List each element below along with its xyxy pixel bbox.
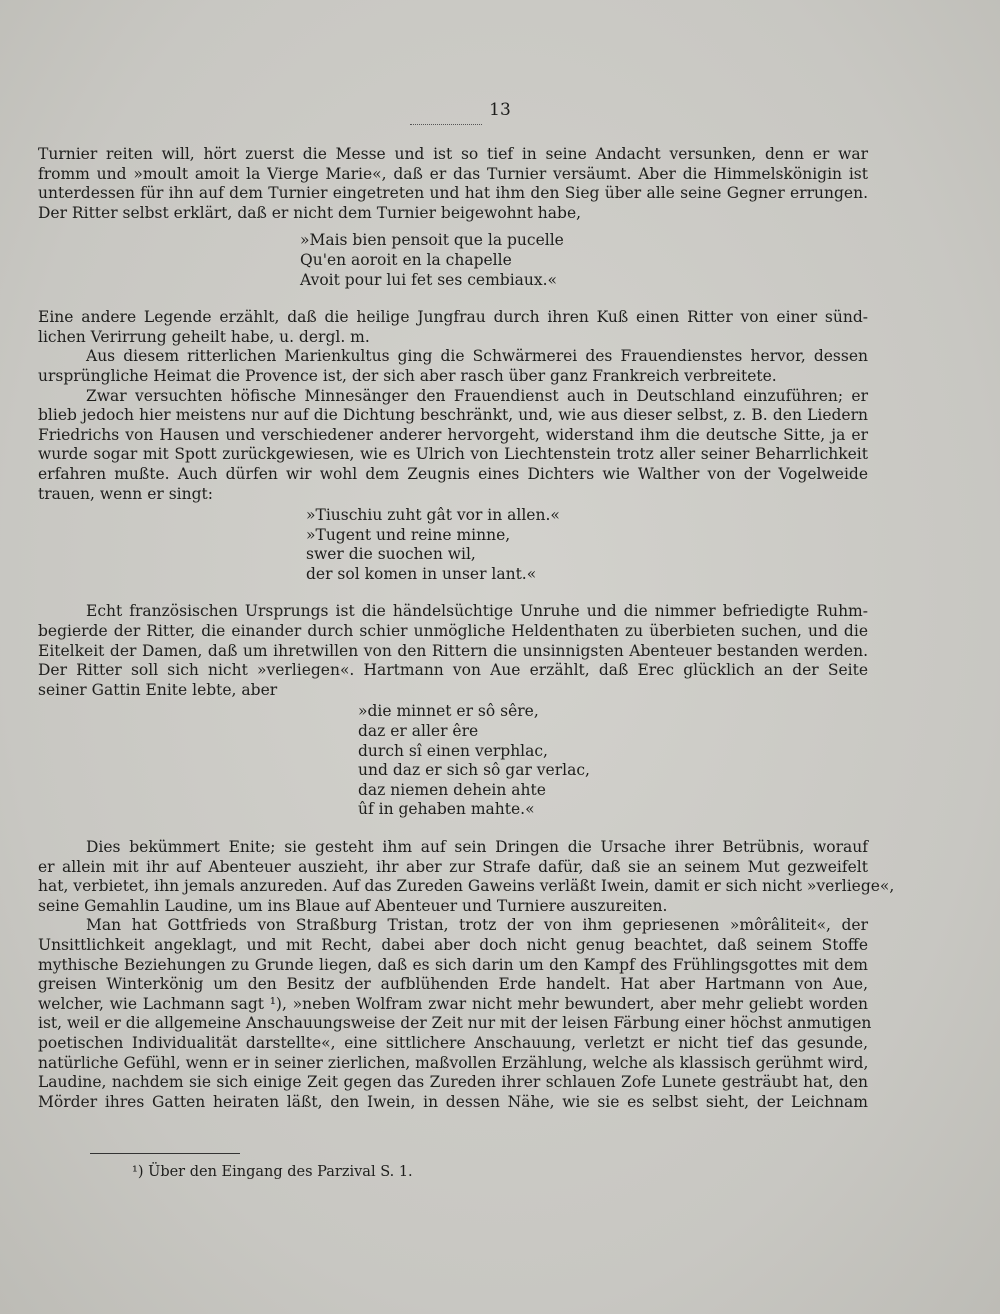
verse-line: der sol komen in unser lant.« xyxy=(306,564,537,583)
text-line: Laudine, nachdem sie sich einige Zeit gegen das Zureden ihrer schlauen Zofe Lunete gesträubt hat, den xyxy=(38,1073,868,1092)
paragraph xyxy=(38,838,895,916)
verse-line: Avoit pour lui fet ses cembiaux.« xyxy=(300,270,558,289)
paragraph xyxy=(38,347,868,386)
page-number-ornament xyxy=(410,120,482,125)
footnote-text: Über den Eingang des Parzival S. 1. xyxy=(148,1164,413,1180)
verse-quote xyxy=(38,702,868,820)
verse-line: und daz er sich sô gar verlac, xyxy=(358,761,590,780)
verse-line: swer die suochen wil, xyxy=(306,545,476,564)
text-line: ist, weil er die allgemeine Anschauungsweise der Zeit nur mit der leisen Färbung einer höchst anmutigen xyxy=(38,1014,872,1033)
text-line: Unsittlichkeit angeklagt, und mit Recht, dabei aber doch nicht genug beachtet, daß seinem Stoffe xyxy=(38,935,868,954)
text-line: welcher, wie Lachmann sagt ¹), »neben Wolfram zwar nicht mehr bewundert, aber mehr geliebt worden xyxy=(38,994,868,1013)
text-line: Eine andere Legende erzählt, daß die heilige Jungfrau durch ihren Kuß einen Ritter von einer sünd- xyxy=(38,308,868,327)
text-line: poetischen Individualität darstellte«, eine sittlichere Anschauung, verletzt er nicht tief das gesunde, xyxy=(38,1033,868,1052)
verse-quote xyxy=(38,231,868,290)
text-line: Mörder ihres Gatten heiraten läßt, den Iwein, in dessen Nähe, wie sie es selbst sieht, der Leichnam xyxy=(38,1092,868,1111)
verse-line: »Tugent und reine minne, xyxy=(306,525,511,544)
text-line: unterdessen für ihn auf dem Turnier eingetreten und hat ihm den Sieg über alle seine Gegner errungen. xyxy=(38,184,868,203)
footnote xyxy=(132,1164,413,1180)
paragraph xyxy=(38,387,868,505)
paragraph xyxy=(38,602,868,700)
text-line: Aus diesem ritterlichen Marienkultus ging die Schwärmerei des Frauendienstes hervor, dessen xyxy=(86,347,868,366)
text-line: hat, verbietet, ihn jemals anzureden. Auf das Zureden Gaweins verläßt Iwein, damit er sich nicht »verliege«, xyxy=(38,877,895,896)
text-line: natürliche Gefühl, wenn er in seiner zierlichen, maßvollen Erzählung, welche als klassisch gerühmt wird, xyxy=(38,1053,869,1072)
text-line: erfahren mußte. Auch dürfen wir wohl dem Zeugnis eines Dichters wie Walther von der Vogelweide xyxy=(38,464,868,483)
text-line: Turnier reiten will, hört zuerst die Messe und ist so tief in seine Andacht versunken, denn er war xyxy=(38,145,868,163)
text-line: mythische Beziehungen zu Grunde liegen, daß es sich darin um den Kampf des Frühlingsgottes mit dem xyxy=(38,955,868,974)
text-line: Man hat Gottfrieds von Straßburg Tristan, trotz der von ihm gepriesenen »môrâliteit«, der xyxy=(86,916,868,935)
verse-line: daz er aller êre xyxy=(358,722,479,741)
verse-line: »Tiuschiu zuht gât vor in allen.« xyxy=(306,506,560,525)
text-line: seiner Gattin Enite lebte, aber xyxy=(38,680,278,699)
footnote-divider xyxy=(90,1153,240,1154)
verse-line: »Mais bien pensoit que la pucelle xyxy=(300,231,564,250)
footnote-marker: ¹) xyxy=(132,1164,144,1180)
text-line: greisen Winterkönig um den Besitz der aufblühenden Erde handelt. Hat aber Hartmann von Aue, xyxy=(38,975,868,994)
text-line: wurde sogar mit Spott zurückgewiesen, wie es Ulrich von Liechtenstein trotz aller seiner Beharrlichkeit xyxy=(38,445,868,464)
text-line: trauen, wenn er singt: xyxy=(38,484,213,503)
verse-line: durch sî einen verphlac, xyxy=(358,741,548,760)
paragraph xyxy=(38,308,868,347)
verse-line: »die minnet er sô sêre, xyxy=(358,702,539,721)
text-line: er allein mit ihr auf Abenteuer auszieht, ihr aber zur Strafe dafür, daß sie an seinem Mut gezweifelt xyxy=(38,857,868,876)
verse-line: ûf in gehaben mahte.« xyxy=(358,800,535,819)
text-line: Eitelkeit der Damen, daß um ihretwillen von den Rittern die unsinnigsten Abenteuer bestanden werden. xyxy=(38,641,868,660)
text-line: Echt französischen Ursprungs ist die händelsüchtige Unruhe und die nimmer befriedigte Ruhm- xyxy=(86,602,868,621)
text-line: Dies bekümmert Enite; sie gesteht ihm auf sein Dringen die Ursache ihrer Betrübnis, worauf xyxy=(86,838,868,856)
text-line: lichen Verirrung geheilt habe, u. dergl. m. xyxy=(38,327,370,346)
paragraph xyxy=(38,145,868,223)
body-text xyxy=(38,145,895,1112)
verse-line: Qu'en aoroit en la chapelle xyxy=(300,250,512,269)
text-line: blieb jedoch hier meistens nur auf die Dichtung beschränkt, und, wie aus dieser selbst, z. B. den Liedern xyxy=(38,406,868,425)
text-line: seine Gemahlin Laudine, um ins Blaue auf Abenteuer und Turniere auszureiten. xyxy=(38,896,668,915)
text-line: ursprüngliche Heimat die Provence ist, der sich aber rasch über ganz Frankreich verbreitete. xyxy=(38,366,777,385)
text-line: begierde der Ritter, die einander durch schier unmögliche Heldenthaten zu überbieten suchen, und die xyxy=(38,622,868,641)
verse-line: daz niemen dehein ahte xyxy=(358,780,546,799)
text-line: Zwar versuchten höfische Minnesänger den Frauendienst auch in Deutschland einzuführen; er xyxy=(86,386,868,405)
text-line: Der Ritter selbst erklärt, daß er nicht dem Turnier beigewohnt habe, xyxy=(38,203,582,222)
paragraph xyxy=(38,916,872,1112)
text-line: Der Ritter soll sich nicht »verliegen«. Hartmann von Aue erzählt, daß Erec glücklich an der Seite xyxy=(38,661,868,680)
text-line: Friedrichs von Hausen und verschiedener anderer hervorgeht, widerstand ihm die deutsche Sitte, ja er xyxy=(38,425,868,444)
text-line: fromm und »moult amoit la Vierge Marie«, daß er das Turnier versäumt. Aber die Himmelskönigin ist xyxy=(38,164,868,183)
verse-quote xyxy=(38,506,868,584)
page-number: 13 xyxy=(489,100,511,120)
